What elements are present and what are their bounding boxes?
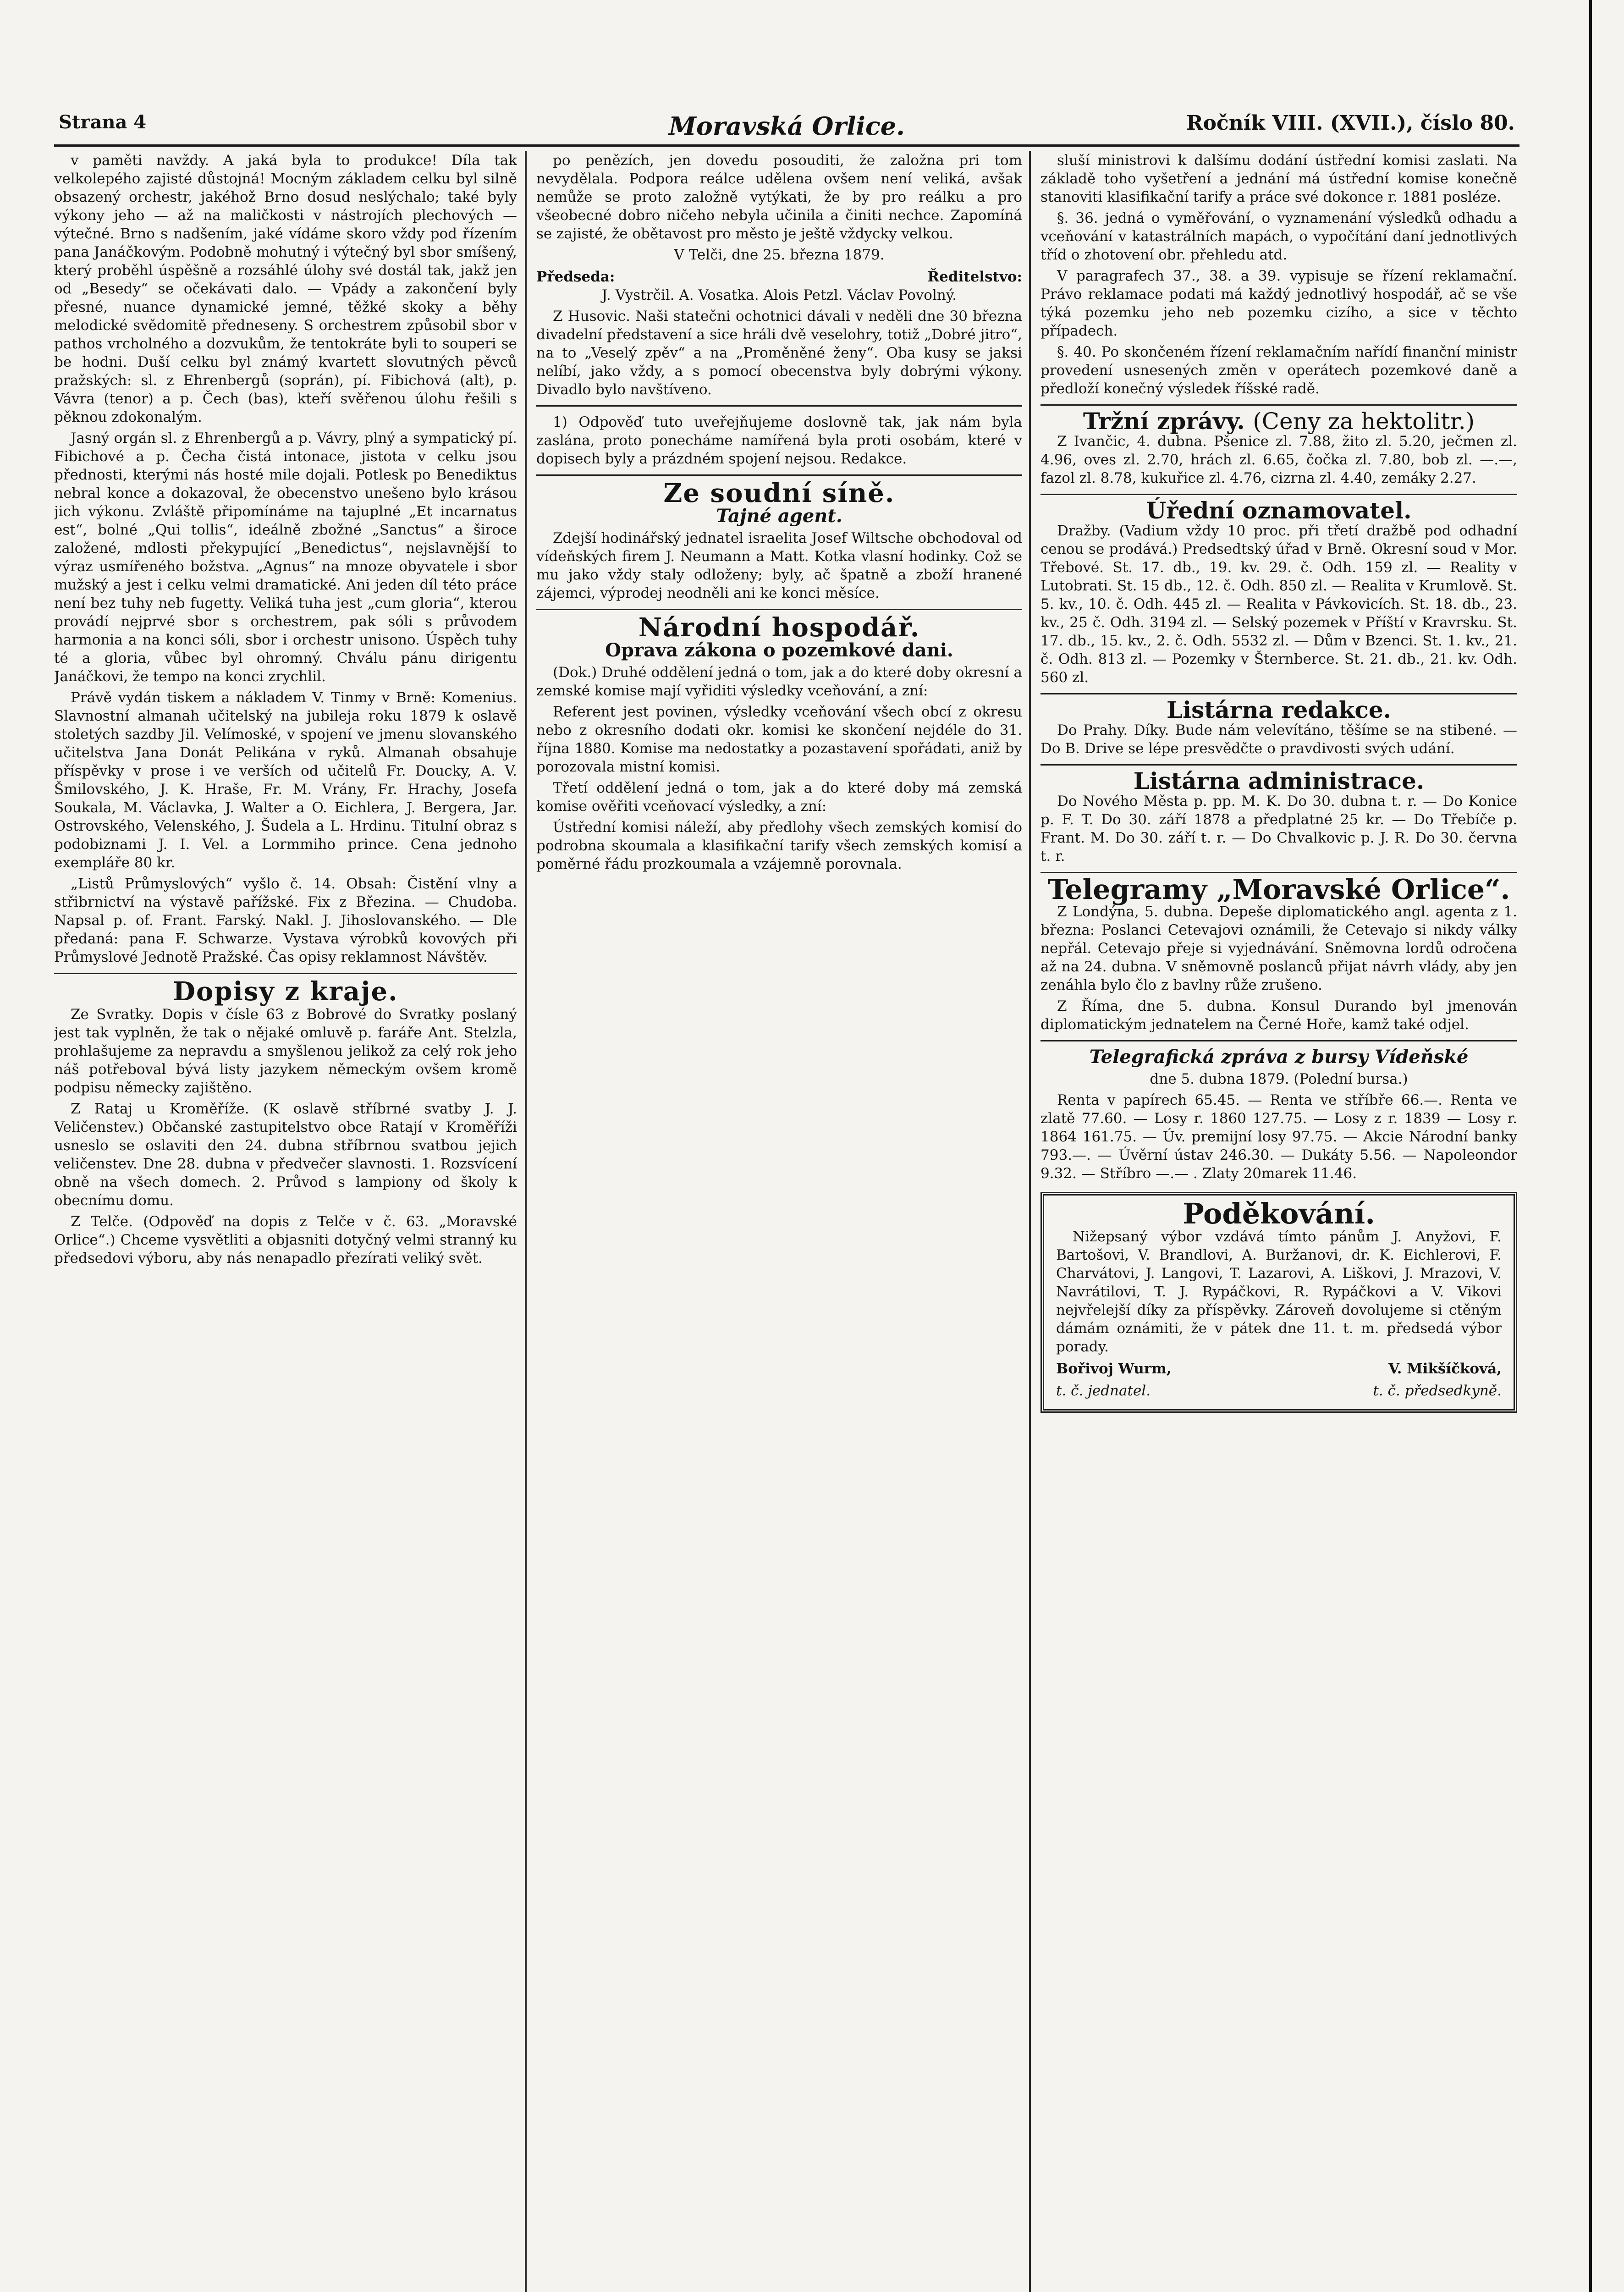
article-paragraph: v paměti navždy. A jaká byla to produkce! Díla tak velkolepého zajisté důstojná! Mocným základem celku byl silně obsazený orchestr, jakéhož Brno dosud neslýchalo; také byly výkony jeho — až na maličkosti v nástrojích plechových — výtečné. Brno s nadšením, jaké vídáme skoro vždy pod řízením pana Janáčkovým. Podobně mohutný i výtečný byl sbor smíšený, který proběhl úspěšně a rozsáhlé úlohy své dostál tak, jakž jen od „Besedy“ se očekávati dalo. — Vpády a zakončení byly přesné, nuance dynamické jemné, těžké skoky a běhy melodické svědomitě předneseny. S orchestrem způsobil sbor v pathos vrcholného a dozvukům, že tentokráte byli to souperi se be hodni. Duší celku byl známý kvartett slovutných pěvců pražských: sl. z Ehrenbergů (soprán), pí. Fibichová (alt), p. Vávra (tenor) a p. Čech (bas), kteří svěřenou úlohu řešili s pěknou zdokonalým. xyxy=(54,152,517,425)
section-divider xyxy=(536,474,1022,476)
section-title-listarna-redakce: Listárna redakce. xyxy=(1166,696,1392,723)
telegram-paragraph: Z Londýna, 5. dubna. Depeše diplomatického angl. agenta z 1. března: Poslanci Cetevajovi oznámili, že Cetevajo si nikdy války nepřál. Cetevajo přeje si vyjednávání. Sněmovna lordů odročena až na 24. dubna. V sněmovně poslanců přijat návrh vlády, aby jen zenáhla bylo člo z bavlny růže zrušeno. xyxy=(1040,904,1517,993)
section-title-trzni xyxy=(1040,408,1517,435)
signature-roles xyxy=(536,268,1022,286)
signature-names: J. Vystrčil. A. Vosatka. Alois Petzl. Václav Povolný. xyxy=(601,287,957,303)
admin-letters: Do Nového Města p. pp. M. K. Do 30. dubna t. r. — Do Konice p. F. T. Do 30. září 1878 a předplatné 25 kr. — Do Třebíče p. Frant. M. Do 30. září t. r. — Do Chvalkovic p. J. R. Do 30. června t. r. xyxy=(1040,793,1517,865)
column-divider xyxy=(525,151,527,2292)
dateline: V Telči, dne 25. března 1879. xyxy=(674,247,885,263)
section-divider xyxy=(1040,404,1517,406)
article-paragraph: §. 36. jedná o vyměřování, o vyznamenání výsledků odhadu a vceňování v katastrálních mapách, o vypočítání daní jednotlivých tříd o zhotovení obr. přehledu atd. xyxy=(1040,210,1517,263)
column-1 xyxy=(54,151,517,2292)
telegram-paragraph: Z Říma, dne 5. dubna. Konsul Durando byl jmenován diplomatickým jednatelem na Černé Hoře, kamž také odjel. xyxy=(1040,998,1517,1033)
thanks-paragraph: Nižepsaný výbor vzdává tímto pánům J. Anyžovi, F. Bartošovi, V. Brandlovi, A. Buržanovi, dr. K. Eichlerovi, F. Charvátovi, J. Langovi, T. Lazarovi, A. Liškovi, J. Mrazovi, V. Navrátilovi, T. J. Rypáčkovi, R. Rypáčkovi a V. Vikovi nejvřelejší díky za příspěvky. Zároveň dovolujeme si ctěným dámám oznámiti, že v pátek dne 11. t. m. předsedá výbor porady. xyxy=(1056,1229,1502,1355)
column-divider xyxy=(1029,151,1031,2292)
column-3 xyxy=(1040,151,1517,2292)
article-paragraph: Ústřední komisi náleží, aby předlohy všech zemských komisí do podrobna skoumala a klasifikační tarify všech zemských komisí a poměrné řádu prozkoumala a vzájemně porovnala. xyxy=(536,819,1022,872)
section-title-urednu: Úřední oznamovatel. xyxy=(1146,497,1412,524)
article-paragraph: Jasný orgán sl. z Ehrenbergů a p. Vávry, plný a sympatický pí. Fibichové a p. Čecha čistá intonace, jistota v celku jsou přednosti, kterými nás hosté mile dojali. Potlesk po Benediktus nebral konce a dokazoval, že obecenstvo unešeno bylo krásou jich výkonu. Zvláště připomínáme na tajuplné „Et incarnatus est“, bolné „Qui tollis“, ideálně zbožné „Sanctus“ a široce založené, mdlosti překypující „Benedictus“, nejslavnější to výraz usmířeného božstva. „Agnus“ na mnoze obyvatele i sbor mužský a jest i celku velmi dramatické. Ani jeden díl této práce není bez tuhy neb fugetty. Veliká tuha jest „cum gloria“, kterou provádí nejprvé sbor s orchestrem, pak sóli s průvodem harmonia a na konci sóli, sbor i orchestr unisono. Úspěch tuhy té a gloria, vůbec byl ohromný. Chválu pánu dirigentu Janáčkovi, že tempo na konci zrychlil. xyxy=(54,430,517,685)
market-report: Z Ivančic, 4. dubna. Pšenice zl. 7.88, žito zl. 5.20, ječmen zl. 4.96, oves zl. 2.70, hrách zl. 6.65, čočka zl. 7.80, bob zl. —.—, fazol zl. 8.78, kukuřice zl. 4.76, cizrna zl. 4.40, zemáky 2.27. xyxy=(1040,433,1517,486)
dopis-paragraph: Z Rataj u Kroměříže. (K oslavě stříbrné svatby J. J. Veličenstev.) Občanské zastupitelstvo obce Ratají v Kroměříži usneslo se oslaviti den 24. dubna stříbrnou svatbou jejich veličenstev. Dne 28. dubna v předvečer slavnosti. 1. Rozsvícení obně na všech domech. 2. Průvod s lampiony od školy k obecnímu domu. xyxy=(54,1101,517,1209)
article-paragraph: „Listů Průmyslových“ vyšlo č. 14. Obsah: Čistění vlny a střibrnictví na výstavě pařížské. Fix z Březina. — Chudoba. Napsal p. of. Frant. Farský. Nakl. J. Jihoslovanského. — Dle předaná: pana F. Schwarze. Vystava výrobků kovových při Průmyslové Jednotě Pražské. Čas opisy reklamnost Návštěv. xyxy=(54,876,517,965)
section-divider xyxy=(1040,872,1517,873)
editor-letters: Do Prahy. Díky. Bude nám velevítáno, těšíme se na stibené. — Do B. Drive se lépe presvědčte o pravdivosti svých udání. xyxy=(1040,722,1517,757)
article-paragraph: (Dok.) Druhé oddělení jedná o tom, jak a do které doby okresní a zemské komise mají vyřiditi výsledky vceňování, a zní: xyxy=(536,664,1022,699)
thanks-notice-frame xyxy=(1040,1192,1517,1413)
footnote: 1) Odpověď tuto uveřejňujeme doslovně tak, jak nám byla zaslána, proto ponecháme namířená byla proti osobám, které v dopisech byly a prázdném spojení nejsou. Redakce. xyxy=(536,414,1022,467)
burza-report: Renta v papírech 65.45. — Renta ve stříbře 66.—. Renta ve zlatě 77.60. — Losy r. 1860 127.75. — Losy z r. 1839 — Losy r. 1864 161.75. — Úv. premijní losy 97.75. — Akcie Národní banky 793.—. — Úvěrní ústav 246.30. — Dukáty 5.56. — Napoleondor 9.32. — Stříbro —.— . Zlaty 20marek 11.46. xyxy=(1040,1092,1517,1182)
column-2 xyxy=(536,151,1022,2292)
signature-role-left: Předseda: xyxy=(536,269,615,285)
husovice-paragraph: Z Husovic. Naši statečni ochotnici dávali v neděli dne 30 března divadelní představení a sice hráli dvě veselohry, totiž „Dobré jitro“, na to „Veselý zpěv“ a na „Proměněné ženy“. Oba kusy se jaksi nelíbí, jako vždy, a s pomocí obecenstva byly dobrými výkony. Divadlo bylo navštíveno. xyxy=(536,308,1022,398)
page-edge-rule xyxy=(1589,0,1592,2292)
section-title-podekovani: Poděkování. xyxy=(1183,1197,1375,1230)
section-divider xyxy=(1040,494,1517,495)
section-divider xyxy=(54,973,517,974)
section-divider xyxy=(536,405,1022,407)
section-title-hospodar: Národní hospodář. xyxy=(638,612,920,643)
signature-name: V. Mikšíčková, xyxy=(1388,1361,1502,1377)
article-paragraph: Zdejší hodinářský jednatel israelita Josef Wiltsche obchodoval od vídeňských firem J. Neumann a Matt. Kotka vlasní hodinky. Což se mu jako vždy staly odloženy; byly, ač špatně a zboží hranené zájemci, výprodej neodněli ani ke konci měsíce. xyxy=(536,530,1022,601)
signature-role: t. č. předsedkyně. xyxy=(1373,1383,1502,1399)
section-title-soud: Ze soudní síně. xyxy=(663,478,895,508)
dopis-paragraph: Ze Svratky. Dopis v čísle 63 z Bobrové do Svratky poslaný jest tak vyplněn, že tak o nějaké omluvě p. faráře Ant. Stelzla, prohlašujeme za nepravdu a smyšlenou jelikož za celý rok jeho náš potřeboval bývá listy jazykem německým ovšem kromě podpisu německy zajištěno. xyxy=(54,1006,517,1096)
official-notices: Dražby. (Vadium vždy 10 proc. při třetí dražbě pod odhadní cenou se prodává.) Predsedtský úřad v Brně. Okresní soud v Mor. Třebové. St. 17. db., 19. kv. 29. č. Odh. 159 zl. — Reality v Lutobrati. St. 15 db., 12. č. Odh. 850 zl. — Realita v Krumlově. St. 5. kv., 10. č. Odh. 445 zl. — Realita v Pávkovicích. St. 18. db., 23. kv., 25 č. Odh. 3194 zl. — Selský pozemek v Příští v Kravrsku. St. 17. db., 15. kv., 2. č. Odh. 5532 zl. — Dům v Bzenci. St. 1. kv., 21. č. Odh. 813 zl. — Pozemky v Šternberce. St. 21. db., 21. kv. Odh. 560 zl. xyxy=(1040,523,1517,686)
section-title-telegramy: Telegramy „Moravské Orlice“. xyxy=(1047,874,1510,906)
section-divider xyxy=(536,609,1022,610)
section-title-listarna-administrace: Listárna administrace. xyxy=(1133,767,1425,794)
burza-date: dne 5. dubna 1879. (Polední bursa.) xyxy=(1150,1071,1408,1087)
page-number: Strana 4 xyxy=(59,111,147,133)
thanks-signatures xyxy=(1056,1360,1502,1378)
thanks-signature-roles xyxy=(1056,1382,1502,1400)
signature-role: t. č. jednatel. xyxy=(1056,1383,1151,1399)
section-title-burza: Telegrafická zpráva z bursy Vídeňské xyxy=(1089,1046,1469,1068)
article-paragraph: §. 40. Po skončeném řízení reklamačním nařídí finanční ministr provedení usnesených změn v operátech pozemkové daně a předloží konečný výsledek říšské radě. xyxy=(1040,344,1517,397)
article-paragraph: V paragrafech 37., 38. a 39. vypisuje se řízení reklamační. Právo reklamace podati má každý jednotlivý hospodář, ač se vše týká pozemku jeho neb pozemku cizího, a sice v těchto případech. xyxy=(1040,268,1517,339)
trzni-title: Tržní zprávy. xyxy=(1083,408,1245,435)
article-paragraph: Právě vydán tiskem a nákladem V. Tinmy v Brně: Komenius. Slavnostní almanah učitelský na jubileja roku 1879 k oslavě stoletých sazdby Jil. Velímoské, v spojení ve jmenu slovanského učitelstva Jana Donát Pelikána v ryků. Almanah obsahuje příspěvky v prose i ve verších od učitelů Fr. Doucky, A. V. Šmilovského, J. K. Hraše, Fr. M. Vrány, Fr. Hrachy, Josefa Soukala, M. Václavka, J. Walter a O. Eichlera, J. Bergera, Jar. Ostrovského, Velenského, J. Šudela a L. Hrdinu. Titulní obraz s podobiznami J. I. Vel. a Lormmiho prince. Cena jednoho exempláře 80 kr. xyxy=(54,689,517,871)
section-divider xyxy=(1040,1040,1517,1041)
section-divider xyxy=(1040,764,1517,766)
article-paragraph: Třetí oddělení jedná o tom, jak a do které doby má zemská komise ověřiti vceňovací výsledky, a zní: xyxy=(536,780,1022,815)
article-paragraph: Referent jest povinen, výsledky vceňování všech obcí z okresu nebo z okresního dodati okr. komisi ke skončení nejdéle do 31. října 1880. Komise ma nedostatky a pozastavení spořádati, aniž by porozovala mistní komisi. xyxy=(536,704,1022,775)
section-title-dopisy: Dopisy z kraje. xyxy=(173,976,398,1007)
signature-name: Bořivoj Wurm, xyxy=(1056,1361,1172,1377)
article-paragraph: po penězích, jen dovedu posouditi, že založna pri tom nevydělala. Podpora reálce udělena ovšem není veliká, avšak nemůže se proto založně vytýkati, že by pro reálku a pro všeobecné dobro ničeho nebyla učinila a činiti nechce. Zapomíná se zajisté, že obětavost pro město je ještě vždycky velkou. xyxy=(536,152,1022,242)
signature-role-right: Ředitelstvo: xyxy=(927,269,1022,285)
issue-number: Ročník VIII. (XVII.), číslo 80. xyxy=(1186,111,1515,135)
section-divider xyxy=(1040,693,1517,694)
article-paragraph: sluší ministrovi k dalšímu dodání ústřední komisi zaslati. Na základě toho vyšetření a jednání má ústřední komise konečně stanoviti klasifikační tarify a práce své dokonce r. 1881 posléze. xyxy=(1040,152,1517,205)
subsection-title: Oprava zákona o pozemkové dani. xyxy=(605,639,953,661)
page-header xyxy=(54,99,1519,147)
newspaper-title: Moravská Orlice. xyxy=(669,111,905,141)
trzni-unit: (Ceny za hektolitr.) xyxy=(1253,408,1475,435)
subsection-title: Tajné agent. xyxy=(716,505,842,527)
dopis-paragraph: Z Telče. (Odpověď na dopis z Telče v č. 63. „Moravské Orlice“.) Chceme vysvětliti a objasniti dotyčný velmi stranný ku předsedovi výboru, aby nás nenapadlo přezírati veliký svět. xyxy=(54,1213,517,1267)
